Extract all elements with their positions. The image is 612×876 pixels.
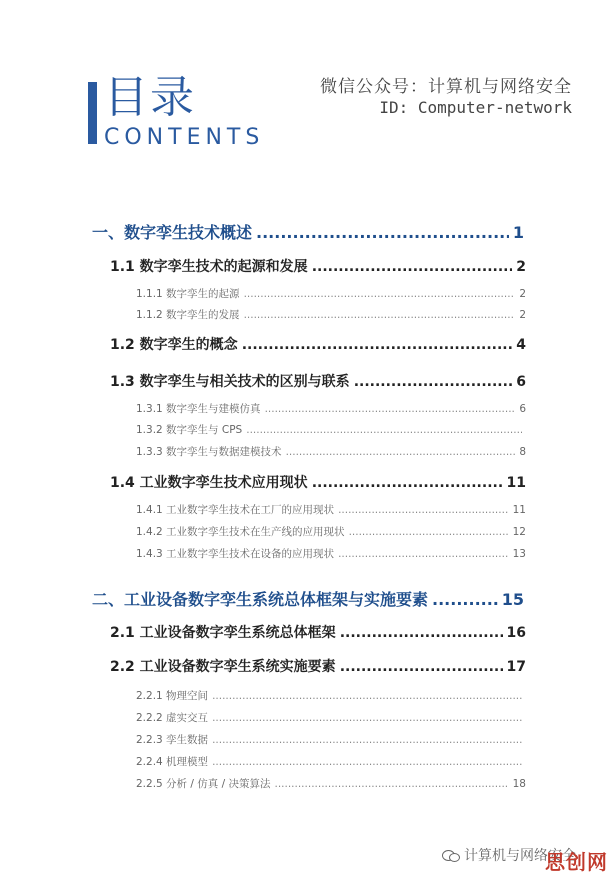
toc-dot-leader	[340, 659, 503, 675]
toc-entry-level-3[interactable]	[136, 307, 526, 322]
toc-entry-level-3[interactable]	[136, 776, 526, 791]
toc-entry-level-3[interactable]	[136, 401, 526, 416]
toc-entry-level-2[interactable]	[110, 472, 526, 492]
toc-entry-level-2[interactable]	[110, 371, 526, 391]
toc-dot-leader	[244, 288, 516, 300]
toc-dot-leader	[244, 309, 516, 321]
toc-entry-title: 1.1.1 数字孪生的起源	[136, 288, 240, 300]
toc-dot-leader	[256, 223, 509, 242]
toc-entry-title: 二、工业设备数字孪生系统总体框架与实施要素	[92, 590, 429, 609]
wechat-account: 微信公众号：计算机与网络安全	[320, 77, 572, 97]
toc-dot-leader	[338, 504, 509, 516]
toc-entry-page: 11	[506, 475, 526, 491]
toc-entry-page: 2	[519, 288, 526, 300]
toc-entry-level-2[interactable]	[110, 622, 526, 642]
toc-entry-title: 1.3.1 数字孪生与建模仿真	[136, 403, 261, 415]
toc-dot-leader	[312, 259, 513, 275]
toc-entry-level-3[interactable]	[136, 710, 526, 725]
toc-entry-level-3[interactable]	[136, 754, 526, 769]
toc-entry-title: 1.1.2 数字孪生的发展	[136, 309, 240, 321]
toc-entry-title: 2.2.2 虚实交互	[136, 712, 209, 724]
toc-entry-title: 1.3.2 数字孪生与 CPS	[136, 424, 243, 436]
toc-dot-leader	[286, 446, 516, 458]
toc-entry-title: 2.2.5 分析 / 仿真 / 决策算法	[136, 778, 271, 790]
toc-dot-leader	[340, 625, 503, 641]
toc-entry-title: 1.2 数字孪生的概念	[110, 337, 238, 353]
toc-dot-leader	[212, 756, 522, 768]
toc-dot-leader	[274, 778, 508, 790]
toc-dot-leader	[246, 424, 522, 436]
toc-entry-level-2[interactable]	[110, 334, 526, 354]
toc-entry-level-3[interactable]	[136, 286, 526, 301]
toc-entry-title: 1.3.3 数字孪生与数据建模技术	[136, 446, 282, 458]
toc-dot-leader	[354, 374, 513, 390]
page-subtitle: CONTENTS	[104, 125, 265, 150]
site-logo: 思创网	[545, 850, 608, 874]
toc-entry-page: 18	[512, 778, 526, 790]
toc-entry-level-3[interactable]	[136, 688, 526, 703]
toc-entry-level-2[interactable]	[110, 656, 526, 676]
title-accent-bar	[88, 82, 97, 144]
toc-entry-title: 1.4.2 工业数字孪生技术在生产线的应用现状	[136, 526, 345, 538]
toc-entry-title: 1.4 工业数字孪生技术应用现状	[110, 475, 308, 491]
toc-entry-level-3[interactable]	[136, 422, 526, 437]
toc-entry-page: 6	[519, 403, 526, 415]
toc-entry-page: 12	[512, 526, 526, 538]
toc-entry-title: 2.2 工业设备数字孪生系统实施要素	[110, 659, 336, 675]
toc-entry-page: 15	[501, 590, 524, 609]
toc-entry-level-2[interactable]	[110, 256, 526, 276]
toc-entry-page: 11	[512, 504, 526, 516]
toc-entry-title: 2.2.3 孪生数据	[136, 734, 209, 746]
toc-entry-level-1[interactable]	[92, 220, 524, 243]
toc-entry-page: 1	[512, 223, 524, 242]
toc-entry-title: 1.1 数字孪生技术的起源和发展	[110, 259, 308, 275]
toc-entry-page: 2	[519, 309, 526, 321]
toc-dot-leader	[212, 712, 522, 724]
toc-entry-level-3[interactable]	[136, 732, 526, 747]
toc-dot-leader	[212, 690, 522, 702]
toc-dot-leader	[242, 337, 513, 353]
toc-dot-leader	[265, 403, 516, 415]
toc-entry-page: 17	[506, 659, 526, 675]
toc-entry-title: 1.4.1 工业数字孪生技术在工厂的应用现状	[136, 504, 335, 516]
toc-entry-page: 16	[506, 625, 526, 641]
toc-dot-leader	[432, 590, 498, 609]
wechat-icon	[442, 848, 460, 862]
toc-dot-leader	[338, 548, 509, 560]
toc-entry-level-3[interactable]	[136, 444, 526, 459]
toc-entry-page: 13	[512, 548, 526, 560]
toc-entry-page: 4	[516, 337, 526, 353]
page-title: 目录	[104, 72, 196, 123]
toc-entry-title: 2.1 工业设备数字孪生系统总体框架	[110, 625, 336, 641]
toc-entry-level-1[interactable]	[92, 587, 524, 610]
toc-entry-page: 8	[519, 446, 526, 458]
toc-entry-level-3[interactable]	[136, 546, 526, 561]
toc-entry-title: 一、数字孪生技术概述	[92, 223, 253, 242]
toc-entry-page: 6	[516, 374, 526, 390]
toc-dot-leader	[212, 734, 522, 746]
toc-entry-title: 1.3 数字孪生与相关技术的区别与联系	[110, 374, 350, 390]
toc-entry-title: 1.4.3 工业数字孪生技术在设备的应用现状	[136, 548, 335, 560]
toc-entry-level-3[interactable]	[136, 524, 526, 539]
watermark-text: 计算机与网络安全	[464, 848, 576, 864]
toc-entry-page: 2	[516, 259, 526, 275]
toc-dot-leader	[312, 475, 503, 491]
toc-entry-level-3[interactable]	[136, 502, 526, 517]
account-id: ID: Computer-network	[379, 98, 572, 117]
toc-entry-title: 2.2.4 机理模型	[136, 756, 209, 768]
toc-entry-title: 2.2.1 物理空间	[136, 690, 209, 702]
toc-dot-leader	[349, 526, 509, 538]
